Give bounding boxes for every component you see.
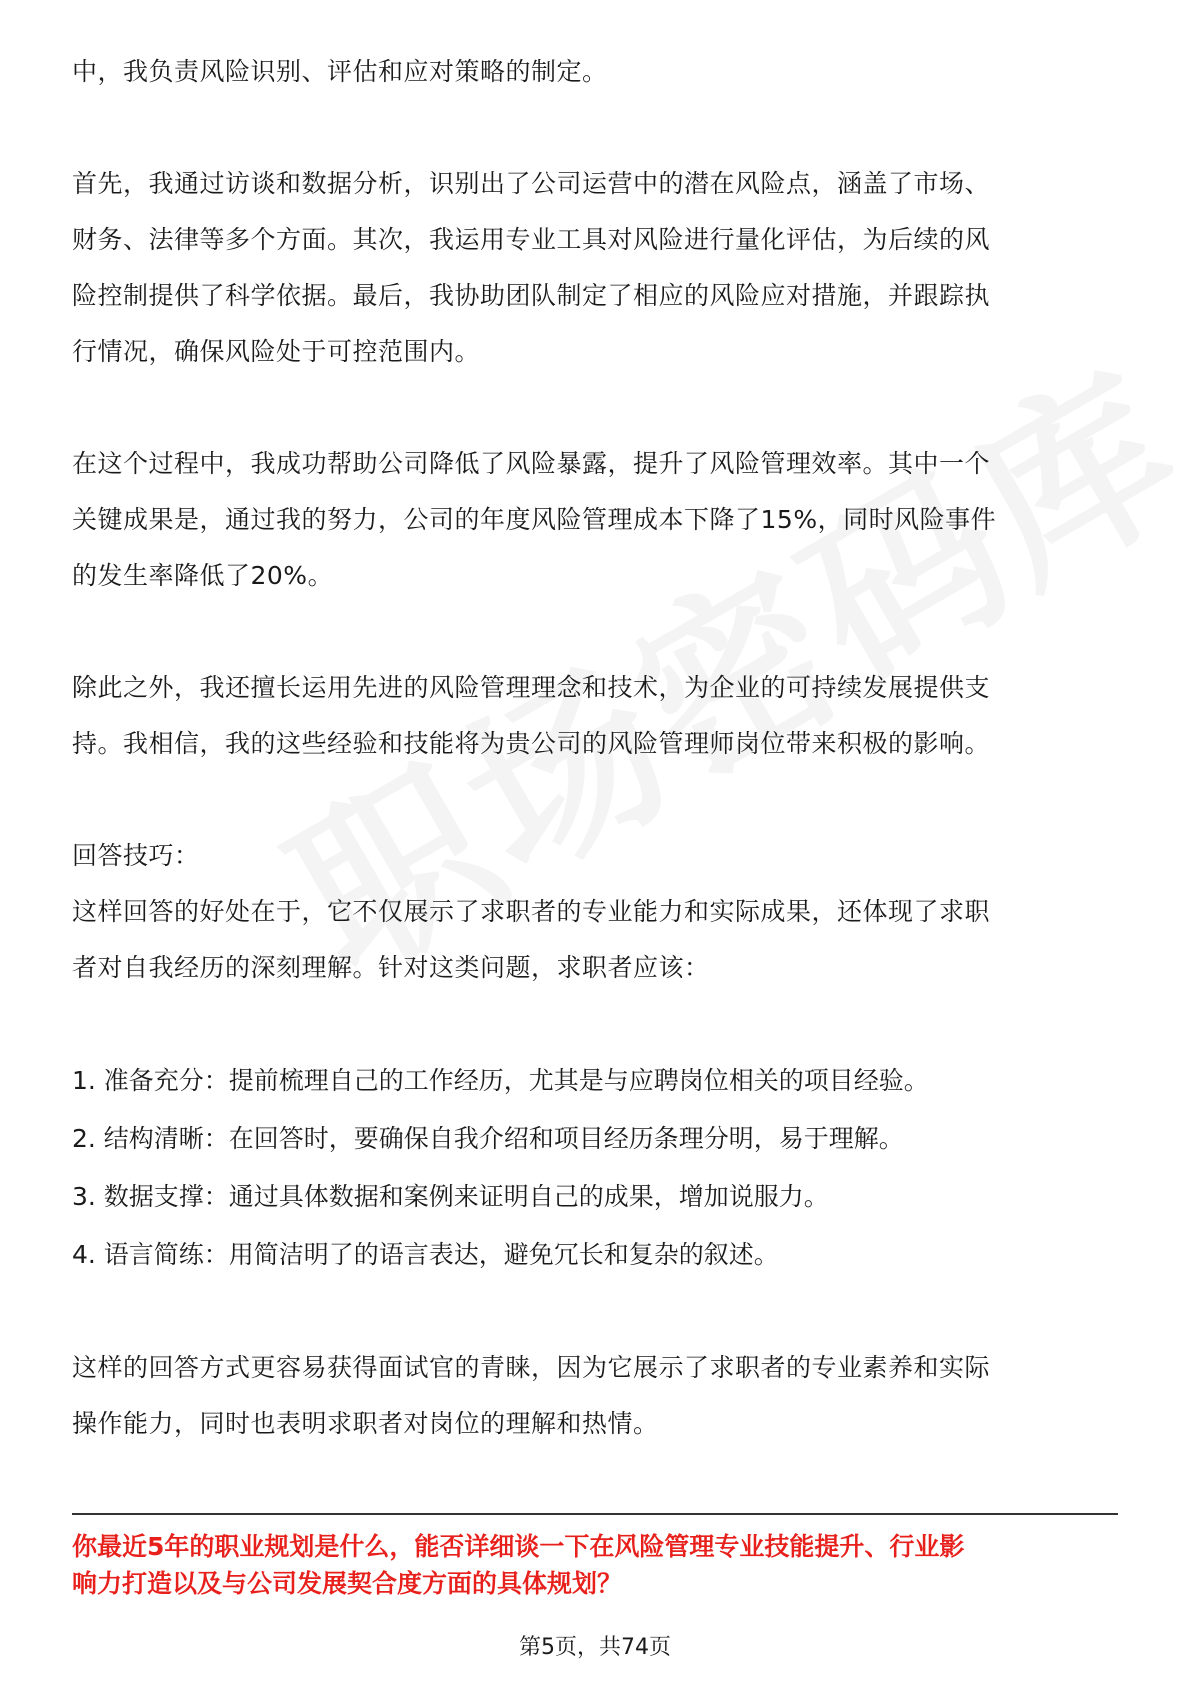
paragraph-intro-end: 中，我负责风险识别、评估和应对策略的制定。 bbox=[72, 57, 608, 86]
text-line: 者对自我经历的深刻理解。针对这类问题，求职者应该： bbox=[72, 953, 710, 982]
list-item: 2. 结构清晰：在回答时，要确保自我介绍和项目经历条理分明，易于理解。 bbox=[72, 1124, 904, 1153]
next-question bbox=[72, 1528, 1118, 1602]
text-line: 财务、法律等多个方面。其次，我运用专业工具对风险进行量化评估，为后续的风 bbox=[72, 225, 991, 254]
text-line: 这样的回答方式更容易获得面试官的青睐，因为它展示了求职者的专业素养和实际 bbox=[72, 1353, 991, 1382]
paragraph-process bbox=[72, 156, 1118, 380]
text-line: 操作能力，同时也表明求职者对岗位的理解和热情。 bbox=[72, 1409, 659, 1438]
text-line: 关键成果是，通过我的努力，公司的年度风险管理成本下降了15%，同时风险事件 bbox=[72, 505, 997, 534]
text-line: 持。我相信，我的这些经验和技能将为贵公司的风险管理师岗位带来积极的影响。 bbox=[72, 729, 991, 758]
question-line: 响力打造以及与公司发展契合度方面的具体规划？ bbox=[72, 1569, 623, 1598]
tips-intro bbox=[72, 884, 1118, 996]
list-item: 4. 语言简练：用简洁明了的语言表达，避免冗长和复杂的叙述。 bbox=[72, 1240, 779, 1269]
text-line: 的发生率降低了20%。 bbox=[72, 561, 334, 590]
text-line: 行情况，确保风险处于可控范围内。 bbox=[72, 337, 481, 366]
tips-list bbox=[72, 1052, 1118, 1284]
paragraph-strengths bbox=[72, 660, 1118, 772]
text-line: 这样回答的好处在于，它不仅展示了求职者的专业能力和实际成果，还体现了求职 bbox=[72, 897, 991, 926]
list-item: 3. 数据支撑：通过具体数据和案例来证明自己的成果，增加说服力。 bbox=[72, 1182, 829, 1211]
page-number: 第5页，共74页 bbox=[519, 1635, 671, 1660]
text-line: 在这个过程中，我成功帮助公司降低了风险暴露，提升了风险管理效率。其中一个 bbox=[72, 449, 991, 478]
answer-body bbox=[72, 44, 1118, 1452]
text-line: 险控制提供了科学依据。最后，我协助团队制定了相应的风险应对措施，并跟踪执 bbox=[72, 281, 991, 310]
text-line: 首先，我通过访谈和数据分析，识别出了公司运营中的潜在风险点，涵盖了市场、 bbox=[72, 169, 991, 198]
section-divider bbox=[72, 1513, 1118, 1515]
paragraph-closing bbox=[72, 1340, 1118, 1452]
text-line: 除此之外，我还擅长运用先进的风险管理理念和技术，为企业的可持续发展提供支 bbox=[72, 673, 991, 702]
tips-heading: 回答技巧： bbox=[72, 841, 200, 870]
question-line: 你最近5年的职业规划是什么，能否详细谈一下在风险管理专业技能提升、行业影 bbox=[72, 1532, 965, 1561]
paragraph-results bbox=[72, 436, 1118, 604]
list-item: 1. 准备充分：提前梳理自己的工作经历，尤其是与应聘岗位相关的项目经验。 bbox=[72, 1066, 929, 1095]
